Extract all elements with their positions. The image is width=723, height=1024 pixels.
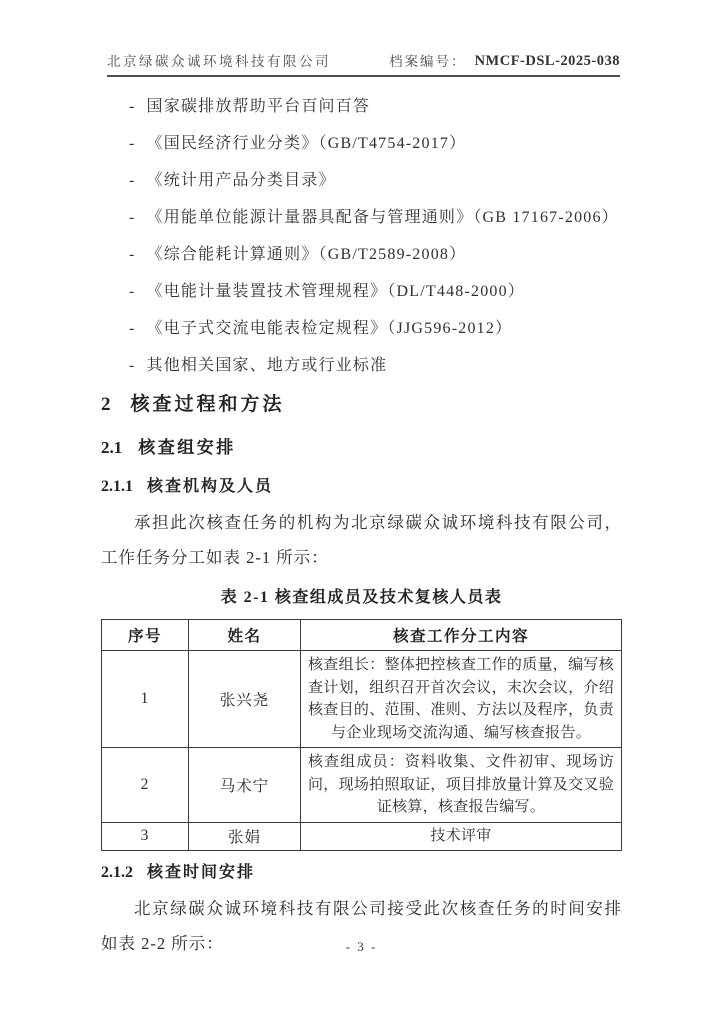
dash-bullet-icon: - <box>129 172 136 189</box>
schedule-intro-paragraph: 北京绿碳众诚环境科技有限公司接受此次核查任务的时间安排如表 2-2 所示： <box>101 898 622 953</box>
cell-no: 1 <box>102 651 189 748</box>
dash-bullet-icon: - <box>129 209 136 226</box>
section-number: 2 <box>101 394 111 415</box>
list-item <box>101 136 622 152</box>
section-number: 2.1.2 <box>101 863 133 881</box>
dash-bullet-icon: - <box>129 98 136 115</box>
table-row <box>102 822 622 850</box>
table-row <box>102 748 622 823</box>
reference-text: 《电能计量装置技术管理规程》（DL/T448-2000） <box>146 283 526 300</box>
dash-bullet-icon: - <box>129 357 136 374</box>
cell-name: 马术宁 <box>189 748 301 823</box>
section-title: 核查过程和方法 <box>130 394 285 415</box>
dash-bullet-icon: - <box>129 320 136 337</box>
section-heading-2-1-1 <box>101 479 622 495</box>
cell-no: 3 <box>102 822 189 850</box>
list-item <box>101 284 622 300</box>
cell-name: 张娟 <box>189 822 301 850</box>
archive-field <box>389 50 620 70</box>
cell-duty: 核查组成员：资料收集、文件初审、现场访问，现场拍照取证，项目排放量计算及交叉验证核算，核查报告编写。 <box>301 748 622 823</box>
page-header <box>107 0 620 77</box>
reference-text: 国家碳排放帮助平台百问百答 <box>146 98 371 115</box>
dash-bullet-icon: - <box>129 283 136 300</box>
reference-text: 《综合能耗计算通则》（GB/T2589-2008） <box>146 246 467 263</box>
reference-text: 《用能单位能源计量器具配备与管理通则》（GB 17167-2006） <box>146 209 619 226</box>
section-title: 核查组安排 <box>138 438 236 457</box>
reference-text: 《统计用产品分类目录》 <box>146 172 336 189</box>
cell-duty: 核查组长：整体把控核查工作的质量，编写核查计划，组织召开首次会议，末次会议，介绍核查目的、范围、准则、方法以及程序，负责与企业现场交流沟通、编写核查报告。 <box>301 651 622 748</box>
column-header-duty: 核查工作分工内容 <box>301 620 622 651</box>
reference-text: 其他相关国家、地方或行业标准 <box>146 357 388 374</box>
list-item <box>101 210 622 226</box>
column-header-no: 序号 <box>102 620 189 651</box>
reference-list <box>101 99 622 374</box>
team-intro-paragraph: 承担此次核查任务的机构为北京绿碳众诚环境科技有限公司，工作任务分工如表 2-1 所示： <box>101 513 622 567</box>
archive-label: 档案编号： <box>389 54 467 69</box>
list-item <box>101 247 622 263</box>
page-number: - 3 - <box>345 939 378 954</box>
section-heading-2 <box>101 395 622 414</box>
section-title: 核查时间安排 <box>147 863 256 881</box>
section-title: 核查机构及人员 <box>147 478 274 495</box>
cell-duty: 技术评审 <box>301 822 622 850</box>
list-item <box>101 321 622 337</box>
dash-bullet-icon: - <box>129 135 136 152</box>
page-body <box>101 99 622 961</box>
dash-bullet-icon: - <box>129 246 136 263</box>
reference-text: 《国民经济行业分类》（GB/T4754-2017） <box>146 135 467 152</box>
section-number: 2.1 <box>101 438 123 457</box>
archive-number: NMCF-DSL-2025-038 <box>474 53 620 69</box>
table-caption: 表 2-1 核查组成员及技术复核人员表 <box>220 589 503 606</box>
section-number: 2.1.1 <box>101 478 133 495</box>
list-item <box>101 99 622 115</box>
team-table <box>101 619 622 851</box>
section-heading-2-1 <box>101 439 622 456</box>
reference-text: 《电子式交流电能表检定规程》（JJG596-2012） <box>146 320 513 337</box>
list-item <box>101 173 622 189</box>
company-name: 北京绿碳众诚环境科技有限公司 <box>107 54 331 69</box>
list-item <box>101 358 622 374</box>
section-heading-2-1-2 <box>101 865 622 881</box>
cell-name: 张兴尧 <box>189 651 301 748</box>
column-header-name: 姓名 <box>189 620 301 651</box>
cell-no: 2 <box>102 748 189 823</box>
table-header-row <box>102 620 622 651</box>
table-row <box>102 651 622 748</box>
